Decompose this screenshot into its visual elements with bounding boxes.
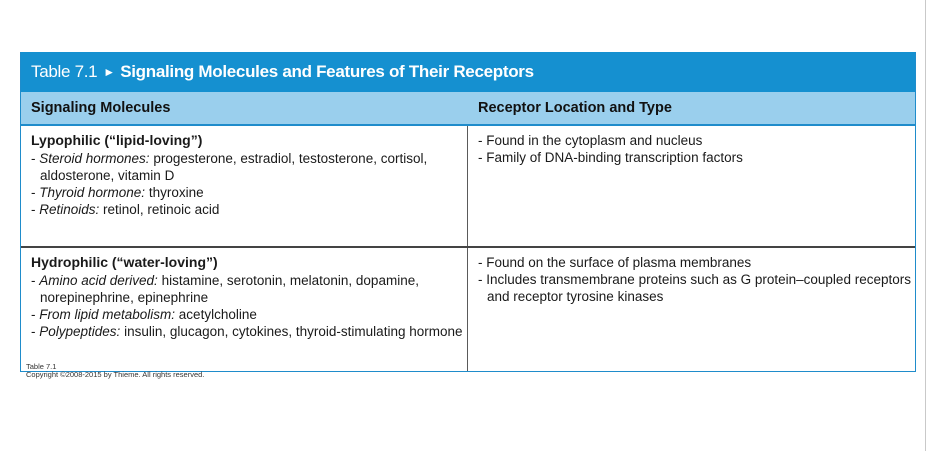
list-item: - Includes transmembrane proteins such as G protein–coupled receptors and receptor tyrosine kinases bbox=[478, 272, 911, 304]
signaling-molecules-table bbox=[20, 52, 916, 372]
list-item: - Amino acid derived: histamine, serotonin, melatonin, dopamine, norepinephrine, epinephrine bbox=[31, 273, 419, 305]
list-item: - Family of DNA-binding transcription factors bbox=[478, 150, 743, 165]
copyright-text: Copyright ©2008-2015 by Thieme. All rights reserved. bbox=[26, 370, 205, 379]
table-title: Signaling Molecules and Features of Their Receptors bbox=[120, 62, 534, 81]
list-item: - Thyroid hormone: thyroxine bbox=[31, 185, 204, 200]
caption-table-label: Table 7.1 bbox=[26, 362, 57, 371]
list-item: - Polypeptides: insulin, glucagon, cytokines, thyroid-stimulating hormone bbox=[31, 324, 463, 339]
table-header-row bbox=[21, 92, 915, 126]
header-signaling-molecules: Signaling Molecules bbox=[31, 100, 171, 116]
play-arrow-icon: ► bbox=[103, 65, 116, 79]
header-receptor-location: Receptor Location and Type bbox=[478, 100, 672, 116]
list-item: - From lipid metabolism: acetylcholine bbox=[31, 307, 257, 322]
list-item: - Found on the surface of plasma membranes bbox=[478, 255, 752, 270]
list-item: - Steroid hormones: progesterone, estradiol, testosterone, cortisol, aldosterone, vitamin D bbox=[31, 151, 428, 183]
receptor-cell bbox=[468, 248, 915, 372]
receptor-cell bbox=[468, 126, 915, 246]
list-item: - Found in the cytoplasm and nucleus bbox=[478, 133, 703, 148]
group-title: Lypophilic (“lipid-loving”) bbox=[31, 132, 203, 148]
divider bbox=[925, 0, 926, 451]
table-number: Table 7.1 bbox=[31, 62, 98, 81]
molecules-cell bbox=[21, 248, 468, 372]
table-row bbox=[21, 126, 915, 248]
copyright-caption bbox=[26, 363, 204, 379]
table-row bbox=[21, 248, 915, 372]
list-item: - Retinoids: retinol, retinoic acid bbox=[31, 202, 220, 217]
group-title: Hydrophilic (“water-loving”) bbox=[31, 254, 218, 270]
molecules-cell bbox=[21, 126, 468, 246]
table-title-bar bbox=[21, 52, 915, 92]
